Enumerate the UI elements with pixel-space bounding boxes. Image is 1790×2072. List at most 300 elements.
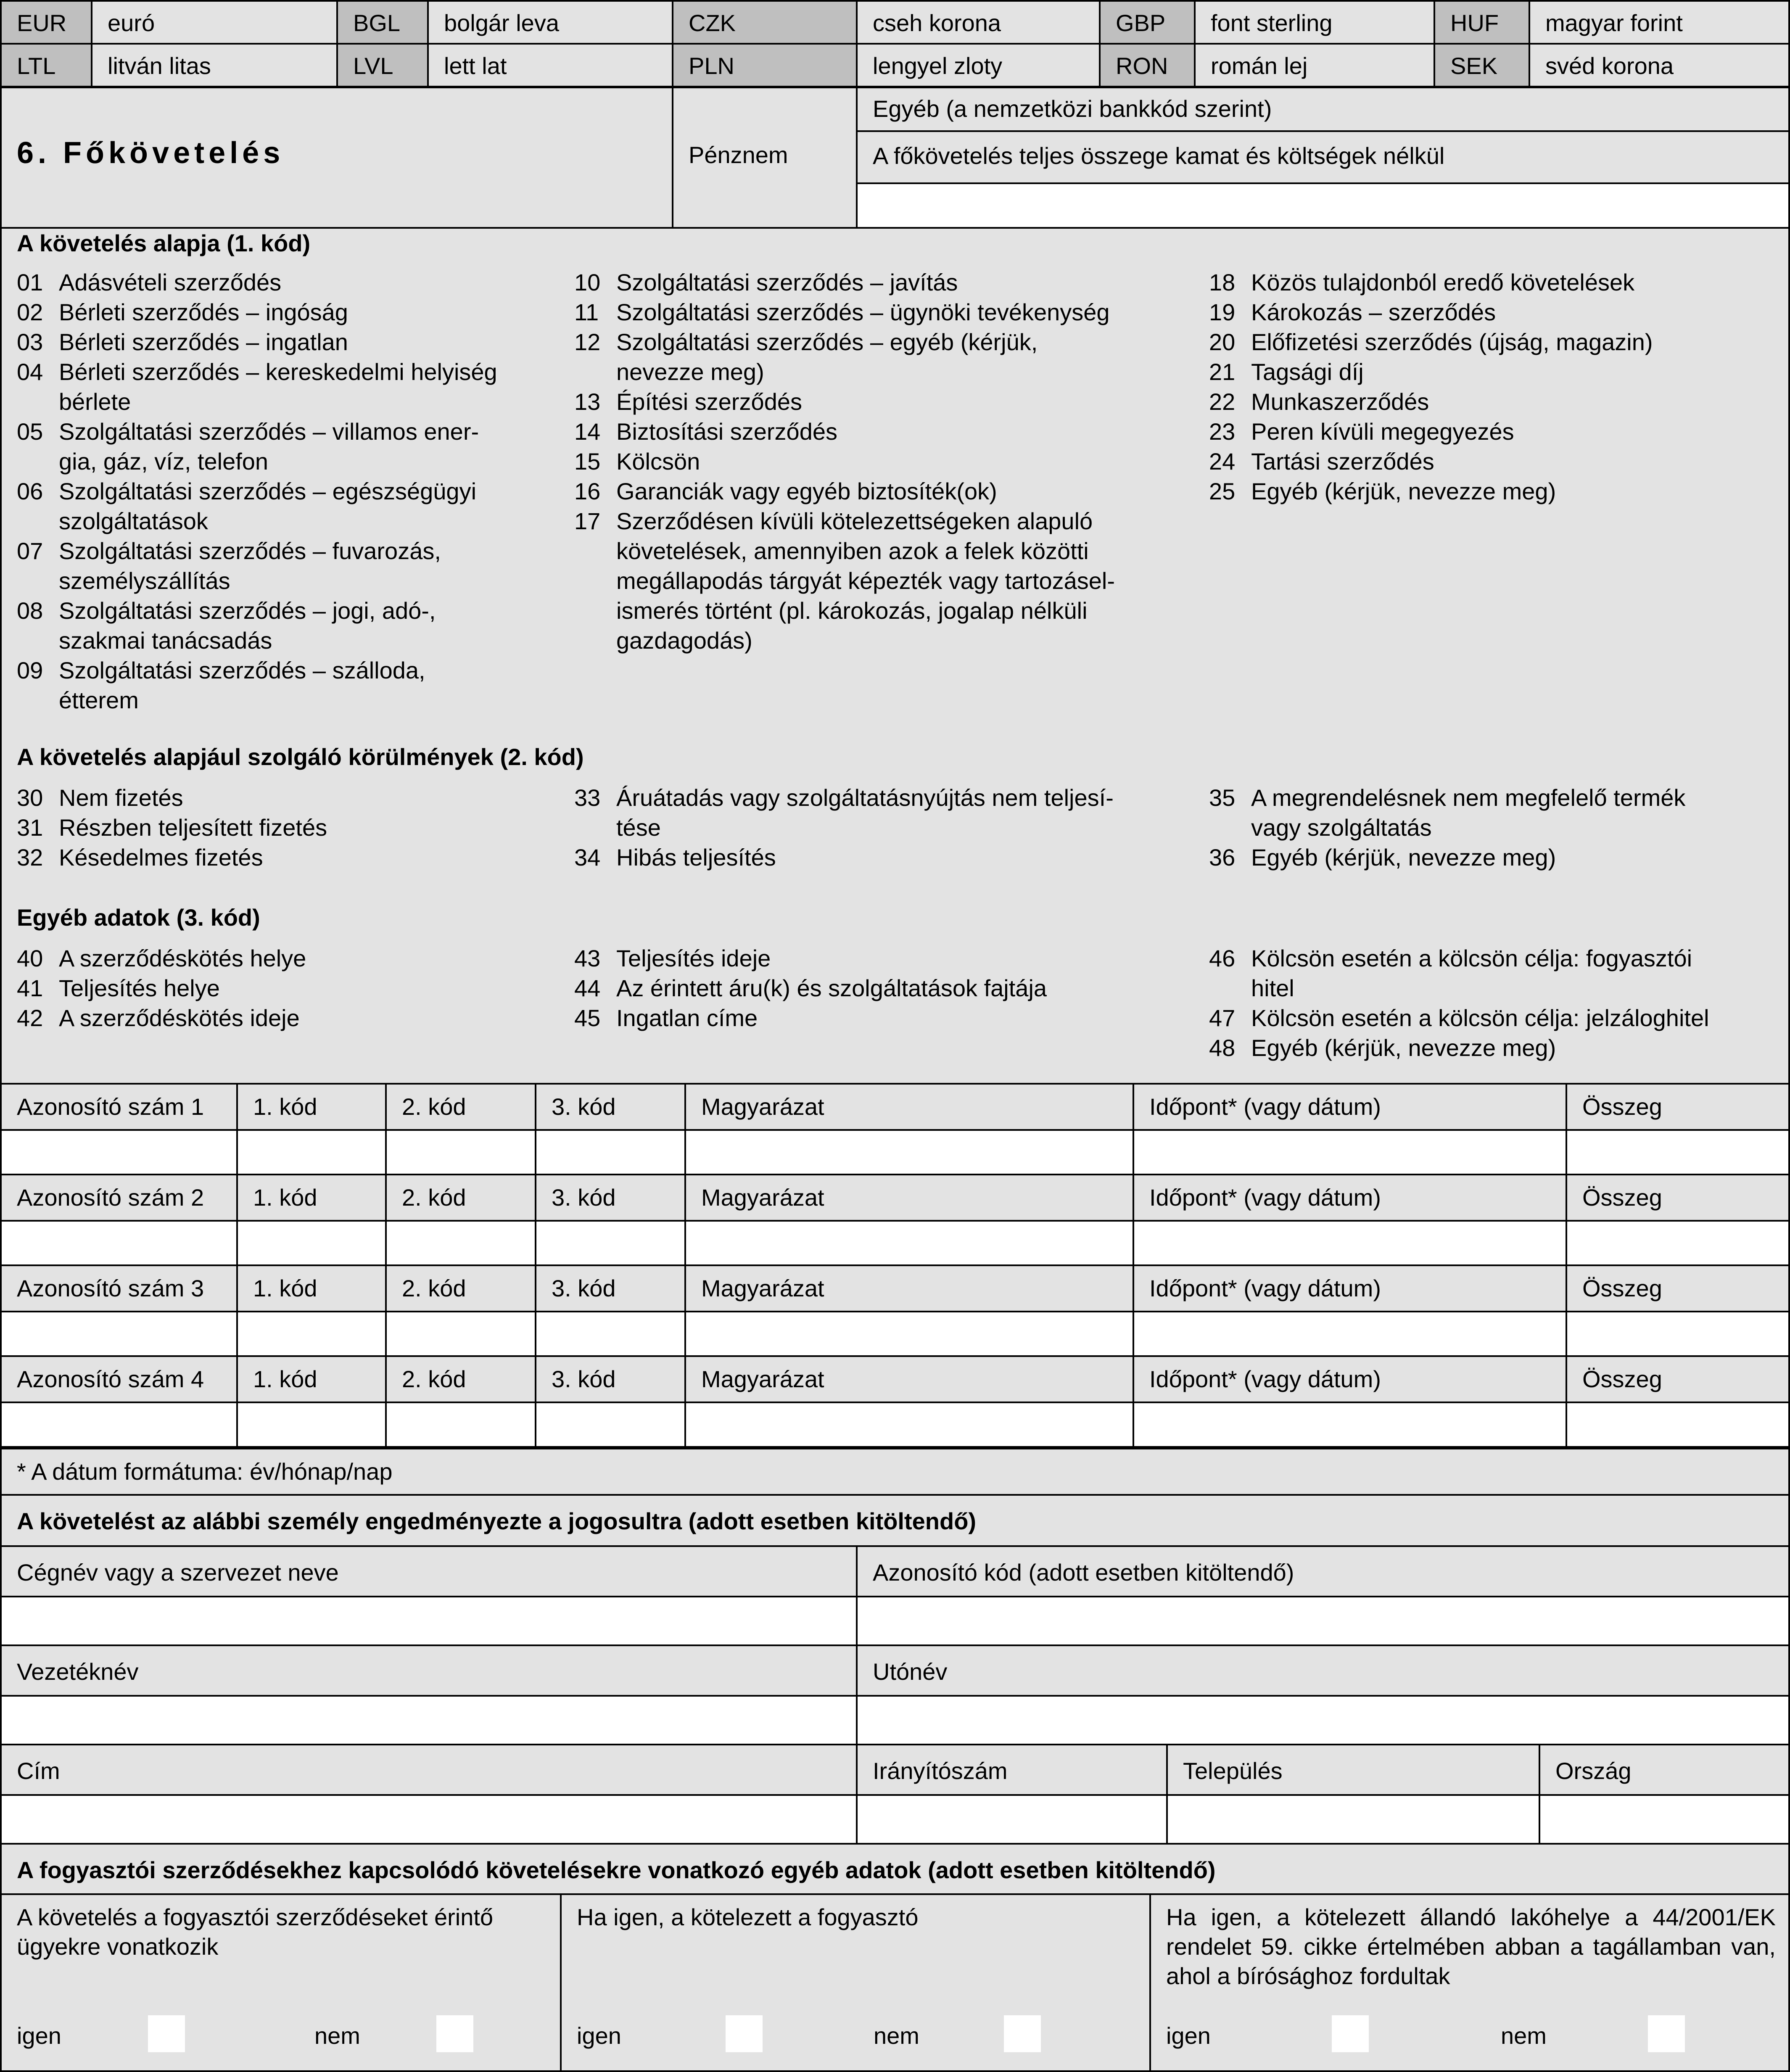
code-list-item [1209,297,1789,327]
code-text-line: gia, gáz, víz, telefon [59,448,269,475]
code-text-line: Egyéb (kérjük, nevezze meg) [1251,1035,1556,1061]
currency-code: LTL [17,53,56,79]
consumer-q2: Ha igen, a kötelezett a fogyasztó [577,1904,919,1930]
id-code-label-cell [856,1545,1790,1597]
code-text-line: Peren kívüli megegyezés [1251,418,1514,445]
code-list-item [574,506,1180,655]
q1-no-checkbox[interactable] [436,2015,473,2052]
currency-code-cell [336,0,429,45]
claim-header-label: 3. kód [552,1366,616,1392]
consumer-heading-cell [0,1843,1790,1895]
q2-yes-checkbox[interactable] [726,2015,763,2052]
code-number: 04 [17,359,43,385]
country-label: Ország [1555,1758,1632,1784]
claim-input-field[interactable] [535,1129,686,1175]
currency-code-cell [0,43,92,87]
code-text-line: Adásvételi szerződés [59,269,282,296]
currency-code-cell [672,43,858,87]
claim-id-label: Azonosító szám 1 [17,1093,204,1120]
code-number: 41 [17,975,43,1001]
code-number: 23 [1209,418,1236,445]
claim-header-cell [236,1264,387,1312]
code-number: 30 [17,784,43,811]
claim-input-field[interactable] [385,1402,536,1448]
consumer-heading: A fogyasztói szerződésekhez kapcsolódó követelésekre vonatkozó egyéb adatok (adott esetben kitöltendő) [17,1857,1216,1883]
q3-yes-label: igen [1166,2022,1211,2049]
claim-input-field[interactable] [385,1129,536,1175]
currency-name-cell [856,0,1101,45]
total-amount-label: A főkövetelés teljes összege kamat és költségek nélkül [873,143,1445,169]
code-number: 22 [1209,388,1236,415]
id-code-field[interactable] [856,1596,1790,1646]
code-list-item [574,1003,1180,1033]
claim-input-field[interactable] [1566,1129,1790,1175]
currency-code: LVL [353,53,393,79]
claim-header-cell [236,1174,387,1222]
code1-list-col2 [574,267,1180,655]
currency-label-cell [672,87,858,229]
claim-header-label: Összeg [1582,1366,1662,1392]
code-text-line: hitel [1251,975,1294,1001]
code-text-line: Kölcsön esetén a kölcsön célja: fogyasztói [1251,945,1692,971]
code-text-line: Az érintett áru(k) és szolgáltatások fajtája [616,975,1047,1001]
claim-header-label: 1. kód [253,1275,317,1301]
consumer-q2-cell [560,1893,1151,2072]
code-text-line: A szerződéskötés helye [59,945,306,971]
code-list-item [1209,1033,1789,1063]
claim-id-label-cell [0,1083,238,1131]
address-field[interactable] [0,1794,858,1845]
postcode-label-cell [856,1744,1168,1796]
claim-header-cell [535,1355,686,1403]
code-number: 17 [574,508,601,534]
code1-list-col3 [1209,267,1789,506]
code-list-item [1209,357,1789,387]
code-text-line: Teljesítés helye [59,975,220,1001]
code3-list-col2 [574,943,1180,1033]
code-number: 05 [17,418,43,445]
code-number: 47 [1209,1005,1236,1031]
claim-id-label-cell [0,1355,238,1403]
code-text-line: étterem [59,687,139,713]
code-list-item [1209,783,1789,842]
claim-header-cell [1133,1174,1567,1222]
claim-header-cell [385,1355,536,1403]
claim-input-field[interactable] [385,1220,536,1266]
code-number: 18 [1209,269,1236,296]
other-currency-label: Egyéb (a nemzetközi bankkód szerint) [873,95,1272,122]
q2-yes-label: igen [577,2022,621,2049]
code2-list-col1 [17,783,563,872]
code-text-line: Bérleti szerződés – kereskedelmi helyiség [59,359,497,385]
code1-list-col1 [17,267,563,715]
currency-code: BGL [353,10,401,36]
currency-name-cell [856,43,1101,87]
code-list-item [1209,417,1789,446]
claim-header-label: Összeg [1582,1275,1662,1301]
claim-input-field[interactable] [236,1220,387,1266]
claim-id-label: Azonosító szám 3 [17,1275,204,1301]
currency-name-cell [1529,0,1790,45]
claim-id-label-cell [0,1174,238,1222]
claim-input-field[interactable] [1566,1402,1790,1448]
claim-id-label-cell [0,1264,238,1312]
code-number: 45 [574,1005,601,1031]
currency-code-cell [672,0,858,45]
currency-name-cell [91,43,338,87]
date-note-cell [0,1448,1790,1496]
code-number: 21 [1209,359,1236,385]
code-number: 20 [1209,329,1236,355]
code-number: 40 [17,945,43,971]
code2-list-col2 [574,783,1180,872]
consumer-q3-cell [1149,1893,1790,2072]
q1-yes-label: igen [17,2022,61,2049]
code-list-item [1209,842,1789,872]
total-amount-field[interactable] [856,182,1790,229]
code-text-line: Bérleti szerződés – ingatlan [59,329,348,355]
q3-yes-checkbox[interactable] [1332,2015,1369,2052]
code-text-line: Szolgáltatási szerződés – javítás [616,269,958,296]
q3-no-label: nem [1501,2022,1547,2049]
firstname-label-cell [856,1644,1790,1697]
claim-input-field[interactable] [535,1311,686,1357]
code-text-line: Bérleti szerződés – ingóság [59,299,348,325]
code-text-line: Tagsági díj [1251,359,1364,385]
claim-input-field[interactable] [1133,1311,1567,1357]
claim-header-cell [1133,1083,1567,1131]
claim-header-label: Időpont* (vagy dátum) [1149,1366,1381,1392]
currency-code-cell [1099,43,1196,87]
currency-code-cell [336,43,429,87]
claim-header-cell [684,1174,1134,1222]
claim-header-label: 2. kód [402,1184,466,1211]
currency-name-cell [1529,43,1790,87]
claim-header-cell [236,1355,387,1403]
currency-code: CZK [689,10,736,36]
currency-name: bolgár leva [444,10,559,36]
currency-name-cell [91,0,338,45]
code-list-item [17,267,563,297]
code-text-line: Szolgáltatási szerződés – ügynöki tevékenység [616,299,1110,325]
section-title: 6. Főkövetelés [17,136,285,170]
code-list-item [574,973,1180,1003]
currency-code-cell [1099,0,1196,45]
consumer-q1-cell [0,1893,562,2072]
code-list-item [17,655,563,715]
code-list-item [574,267,1180,297]
code-list-item [574,943,1180,973]
address-label: Cím [17,1758,60,1784]
currency-name: magyar forint [1545,10,1683,36]
currency-name: svéd korona [1545,53,1674,79]
code-list-item [1209,943,1789,1003]
code-number: 07 [17,538,43,564]
currency-code: RON [1116,53,1168,79]
code-list-item [574,297,1180,327]
code-text-line: A szerződéskötés ideje [59,1005,300,1031]
code-number: 02 [17,299,43,325]
code-number: 35 [1209,784,1236,811]
claim-header-label: 1. kód [253,1366,317,1392]
code-number: 31 [17,814,43,841]
code-text-line: Előfizetési szerződés (újság, magazin) [1251,329,1653,355]
city-label-cell [1166,1744,1540,1796]
code-number: 13 [574,388,601,415]
claim-id-label: Azonosító szám 2 [17,1184,204,1211]
claim-input-field[interactable] [684,1311,1134,1357]
code3-list-col1 [17,943,563,1033]
claim-input-field[interactable] [1566,1311,1790,1357]
code-list-item [17,417,563,476]
code-text-line: gazdagodás) [616,627,752,654]
code-text-line: Garanciák vagy egyéb biztosíték(ok) [616,478,997,504]
code-text-line: Károkozás – szerződés [1251,299,1496,325]
city-field[interactable] [1166,1794,1540,1845]
claim-input-field[interactable] [0,1402,238,1448]
code-text-line: Hibás teljesítés [616,844,776,871]
code-list-item [17,783,563,813]
code-text-line: nevezze meg) [616,359,764,385]
code-list-item [574,476,1180,506]
claim-input-field[interactable] [1133,1402,1567,1448]
claim-input-field[interactable] [1566,1220,1790,1266]
claim-header-cell [535,1174,686,1222]
code-text-line: bérlete [59,388,131,415]
other-currency-cell [856,87,1790,132]
claim-id-label: Azonosító szám 4 [17,1366,204,1392]
code-text-line: Szolgáltatási szerződés – jogi, adó-, [59,597,436,624]
code-list-item [1209,267,1789,297]
claim-input-field[interactable] [684,1220,1134,1266]
currency-name-cell [427,43,673,87]
code-number: 36 [1209,844,1236,871]
currency-code: PLN [689,53,734,79]
claim-input-field[interactable] [1133,1129,1567,1175]
q1-no-label: nem [314,2022,360,2049]
code-list-item [17,596,563,655]
claim-input-field[interactable] [0,1311,238,1357]
currency-name: euró [108,10,155,36]
code-text-line: Egyéb (kérjük, nevezze meg) [1251,844,1556,871]
surname-label: Vezetéknév [17,1658,139,1685]
claim-input-field[interactable] [0,1129,238,1175]
currency-code: GBP [1116,10,1166,36]
code-text-line: Közös tulajdonból eredő követelések [1251,269,1635,296]
code-text-line: szakmai tanácsadás [59,627,272,654]
code-number: 44 [574,975,601,1001]
id-code-label: Azonosító kód (adott esetben kitöltendő) [873,1559,1294,1586]
firstname-field[interactable] [856,1695,1790,1745]
code-list-item [574,327,1180,387]
date-note: * A dátum formátuma: év/hónap/nap [17,1458,393,1485]
firstname-label: Utónév [873,1658,948,1685]
currency-name-cell [427,0,673,45]
code-list-item [17,476,563,536]
code-text-line: vagy szolgáltatás [1251,814,1432,841]
code-list-item [17,1003,563,1033]
claim-header-cell [535,1083,686,1131]
claim-input-field[interactable] [0,1220,238,1266]
currency-label: Pénznem [689,142,788,168]
claim-header-label: Időpont* (vagy dátum) [1149,1184,1381,1211]
section-header [0,87,673,229]
code-text-line: Ingatlan címe [616,1005,758,1031]
address-label-cell [0,1744,858,1796]
claim-header-cell [385,1264,536,1312]
claim-input-field[interactable] [236,1402,387,1448]
code2-list-col3 [1209,783,1789,872]
q2-no-checkbox[interactable] [1004,2015,1041,2052]
code-text-line: Biztosítási szerződés [616,418,837,445]
claim-header-label: 2. kód [402,1093,466,1120]
code-number: 42 [17,1005,43,1031]
q3-no-checkbox[interactable] [1648,2015,1685,2052]
code-text-line: személyszállítás [59,567,230,594]
claim-header-label: 1. kód [253,1184,317,1211]
currency-name-cell [1194,43,1435,87]
code-list-item [574,842,1180,872]
currency-name: cseh korona [873,10,1001,36]
codes-section [0,227,1790,1085]
code-number: 08 [17,597,43,624]
code-number: 14 [574,418,601,445]
claim-header-label: Összeg [1582,1184,1662,1211]
claim-header-label: 3. kód [552,1093,616,1120]
code-number: 15 [574,448,601,475]
code-text-line: Késedelmes fizetés [59,844,263,871]
claim-header-label: Magyarázat [701,1366,824,1392]
code-list-item [17,297,563,327]
surname-field[interactable] [0,1695,858,1745]
claim-header-label: Időpont* (vagy dátum) [1149,1275,1381,1301]
code-text-line: Szolgáltatási szerződés – villamos ener- [59,418,479,445]
code-text-line: Szolgáltatási szerződés – fuvarozás, [59,538,441,564]
code-text-line: Kölcsön esetén a kölcsön célja: jelzáloghitel [1251,1005,1709,1031]
claim-input-field[interactable] [385,1311,536,1357]
code-list-item [1209,446,1789,476]
claim-header-cell [684,1355,1134,1403]
postcode-field[interactable] [856,1794,1168,1845]
claim-header-label: Magyarázat [701,1093,824,1120]
code-text-line: Áruátadás vagy szolgáltatásnyújtás nem teljesí- [616,784,1114,811]
code-number: 43 [574,945,601,971]
currency-code: SEK [1450,53,1498,79]
code-number: 25 [1209,478,1236,504]
claim-header-label: Magyarázat [701,1275,824,1301]
code-list-item [17,943,563,973]
claim-header-cell [684,1083,1134,1131]
surname-label-cell [0,1644,858,1697]
claim-header-cell [1133,1355,1567,1403]
code-list-item [574,417,1180,446]
claim-header-cell [1566,1355,1790,1403]
code1-heading: A követelés alapja (1. kód) [17,230,311,256]
claim-input-field[interactable] [236,1311,387,1357]
code-text-line: Szerződésen kívüli kötelezettségeken alapuló [616,508,1093,534]
code-text-line: Munkaszerződés [1251,388,1429,415]
claim-header-label: 2. kód [402,1366,466,1392]
code-text-line: szolgáltatások [59,508,208,534]
claim-header-label: Összeg [1582,1093,1662,1120]
code-list-item [1209,476,1789,506]
code-list-item [574,387,1180,417]
code-list-item [17,813,563,842]
claim-header-cell [1566,1083,1790,1131]
code-number: 01 [17,269,43,296]
code-list-item [1209,327,1789,357]
code-number: 06 [17,478,43,504]
claim-header-cell [684,1264,1134,1312]
claim-header-cell [385,1083,536,1131]
claim-input-field[interactable] [535,1402,686,1448]
q1-yes-checkbox[interactable] [148,2015,185,2052]
code-text-line: Teljesítés ideje [616,945,771,971]
claim-header-label: 2. kód [402,1275,466,1301]
claim-header-cell [1133,1264,1567,1312]
currency-code-cell [1434,0,1530,45]
consumer-q1: A követelés a fogyasztói szerződéseket érintő ügyekre vonatkozik [17,1904,494,1960]
code-text-line: Szolgáltatási szerződés – szálloda, [59,657,425,684]
claim-input-field[interactable] [236,1129,387,1175]
q2-no-label: nem [874,2022,919,2049]
code-list-item [574,446,1180,476]
code-text-line: Nem fizetés [59,784,183,811]
company-field[interactable] [0,1596,858,1646]
code-text-line: megállapodás tárgyát képezték vagy tartozásel- [616,567,1115,594]
code3-heading: Egyéb adatok (3. kód) [17,904,260,931]
currency-code-cell [1434,43,1530,87]
claim-header-label: 3. kód [552,1275,616,1301]
claim-input-field[interactable] [684,1402,1134,1448]
claim-header-cell [1566,1174,1790,1222]
code-text-line: Szolgáltatási szerződés – egészségügyi [59,478,477,504]
claim-input-field[interactable] [1133,1220,1567,1266]
currency-name-cell [1194,0,1435,45]
currency-name: litván litas [108,53,211,79]
assignor-heading: A követelést az alábbi személy engedményezte a jogosultra (adott esetben kitöltendő) [17,1508,977,1534]
code-number: 33 [574,784,601,811]
currency-name: font sterling [1211,10,1333,36]
code-number: 09 [17,657,43,684]
currency-code: HUF [1450,10,1499,36]
claim-input-field[interactable] [684,1129,1134,1175]
code-number: 34 [574,844,601,871]
postcode-label: Irányítószám [873,1758,1008,1784]
code-text-line: ismerés történt (pl. károkozás, jogalap nélküli [616,597,1088,624]
company-label-cell [0,1545,858,1597]
code2-heading: A követelés alapjául szolgáló körülmények (2. kód) [17,744,584,770]
code-number: 46 [1209,945,1236,971]
claim-input-field[interactable] [535,1220,686,1266]
code-list-item [17,536,563,596]
code-list-item [1209,1003,1789,1033]
code3-list-col3 [1209,943,1789,1063]
consumer-q3: Ha igen, a kötelezett állandó lakóhelye a 44/2001/EK rendelet 59. cikke értelmében abban a tagállamban van, ahol a bírósághoz fordultak [1166,1904,1776,1989]
country-field[interactable] [1539,1794,1790,1845]
code-text-line: követelések, amennyiben azok a felek közötti [616,538,1089,564]
code-number: 11 [574,299,599,325]
code-list-item [17,357,563,417]
claim-header-cell [535,1264,686,1312]
code-number: 32 [17,844,43,871]
code-number: 48 [1209,1035,1236,1061]
code-number: 03 [17,329,43,355]
code-number: 16 [574,478,601,504]
code-list-item [17,327,563,357]
claim-header-cell [385,1174,536,1222]
code-text-line: Kölcsön [616,448,700,475]
